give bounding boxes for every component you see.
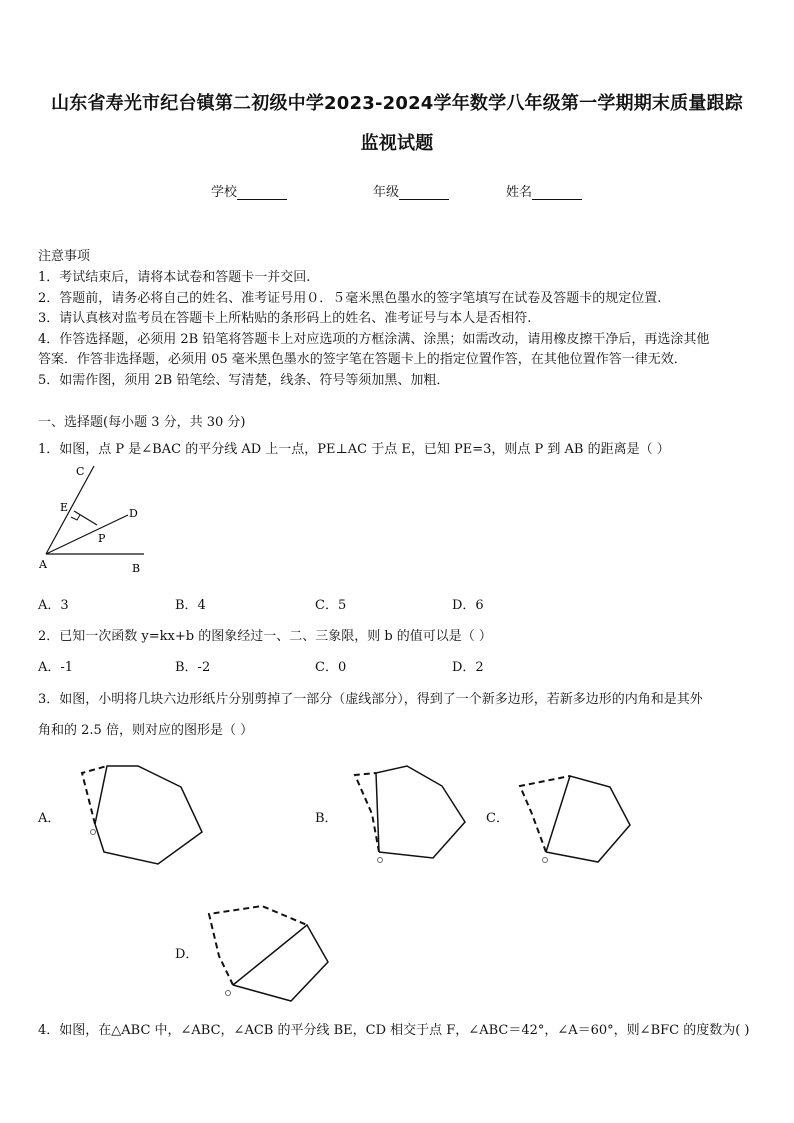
question-3-line-1: 3．如图，小明将几块六边形纸片分别剪掉了一部分（虚线部分），得到了一个新多边形，若新多边形的内角和是其外 xyxy=(38,692,703,707)
q1-label-d: D xyxy=(129,507,138,520)
name-label: 姓名 xyxy=(506,185,533,200)
section-heading: 一、选择题(每小题 3 分，共 30 分) xyxy=(38,415,246,430)
q3-option-a[interactable]: A． xyxy=(38,811,61,826)
scissors-icon xyxy=(91,830,96,835)
q1-label-a: A xyxy=(39,558,47,571)
note-item: 答案．作答非选择题，必须用 05 毫米黑色墨水的签字笔在答题卡上的指定位置作答，在其他位置作答一律无效． xyxy=(38,352,687,367)
title-line-2: 监视试题 xyxy=(360,133,434,154)
q3-option-d[interactable]: D． xyxy=(175,947,199,962)
q3-figure-d xyxy=(209,906,328,1001)
note-item: 2．答题前，请务必将自己的姓名、准考证号用０．５毫米黑色墨水的签字笔填写在试卷及答题卡的规定位置. xyxy=(38,291,662,306)
note-item: 5．如需作图，须用 2B 铅笔绘、写清楚，线条、符号等须加黑、加粗． xyxy=(38,373,450,388)
scissors-icon xyxy=(226,991,231,996)
q1-label-p: P xyxy=(98,532,106,545)
q2-option-c[interactable]: C．0 xyxy=(315,660,347,675)
q1-option-b[interactable]: B．4 xyxy=(175,598,206,613)
q2-option-b[interactable]: B．-2 xyxy=(175,660,211,675)
q3-option-c[interactable]: C． xyxy=(486,811,509,826)
q1-option-a[interactable]: A．3 xyxy=(38,598,69,613)
question-3-line-2: 角和的 2.5 倍，则对应的图形是（ ） xyxy=(38,723,254,738)
school-label: 学校 xyxy=(211,185,238,200)
note-item: 3．请认真核对监考员在答题卡上所粘贴的条形码上的姓名、准考证号与本人是否相符. xyxy=(38,311,532,326)
q1-option-d[interactable]: D．6 xyxy=(452,598,484,613)
scissors-icon xyxy=(378,858,383,863)
grade-label: 年级 xyxy=(373,185,400,200)
q1-label-c: C xyxy=(76,465,85,478)
question-1-text: 1．如图，点 P 是∠BAC 的平分线 AD 上一点，PE⊥AC 于点 E，已知 PE=3，则点 P 到 AB 的距离是（ ） xyxy=(38,442,670,457)
q3-figure-b xyxy=(355,766,465,863)
title-line-1: 山东省寿光市纪台镇第二初级中学2023-2024学年数学八年级第一学期期末质量跟踪 xyxy=(51,93,743,114)
note-item: 4．作答选择题，必须用 2B 铅笔将答题卡上对应选项的方框涂满、涂黑；如需改动，请用橡皮擦干净后，再选涂其他 xyxy=(38,332,710,347)
notes-heading: 注意事项 xyxy=(38,249,91,264)
q3-option-b[interactable]: B． xyxy=(315,811,338,826)
scissors-icon xyxy=(543,858,548,863)
q1-label-b: B xyxy=(132,562,141,575)
q2-option-d[interactable]: D．2 xyxy=(452,660,484,675)
note-item: 1．考试结束后，请将本试卷和答题卡一并交回. xyxy=(38,270,311,285)
q1-label-e: E xyxy=(60,501,69,514)
question-4-text: 4．如图，在△ABC 中，∠ABC，∠ACB 的平分线 BE，CD 相交于点 F，∠ABC＝42°，∠A＝60°，则∠BFC 的度数为( ) xyxy=(38,1023,750,1038)
q1-option-c[interactable]: C．5 xyxy=(315,598,347,613)
question-2-text: 2．已知一次函数 y=kx+b 的图象经过一、二、三象限，则 b 的值可以是（ ） xyxy=(38,629,492,644)
q2-option-a[interactable]: A．-1 xyxy=(38,660,74,675)
q3-figure-c xyxy=(520,776,630,863)
q3-figure-a xyxy=(82,766,202,864)
